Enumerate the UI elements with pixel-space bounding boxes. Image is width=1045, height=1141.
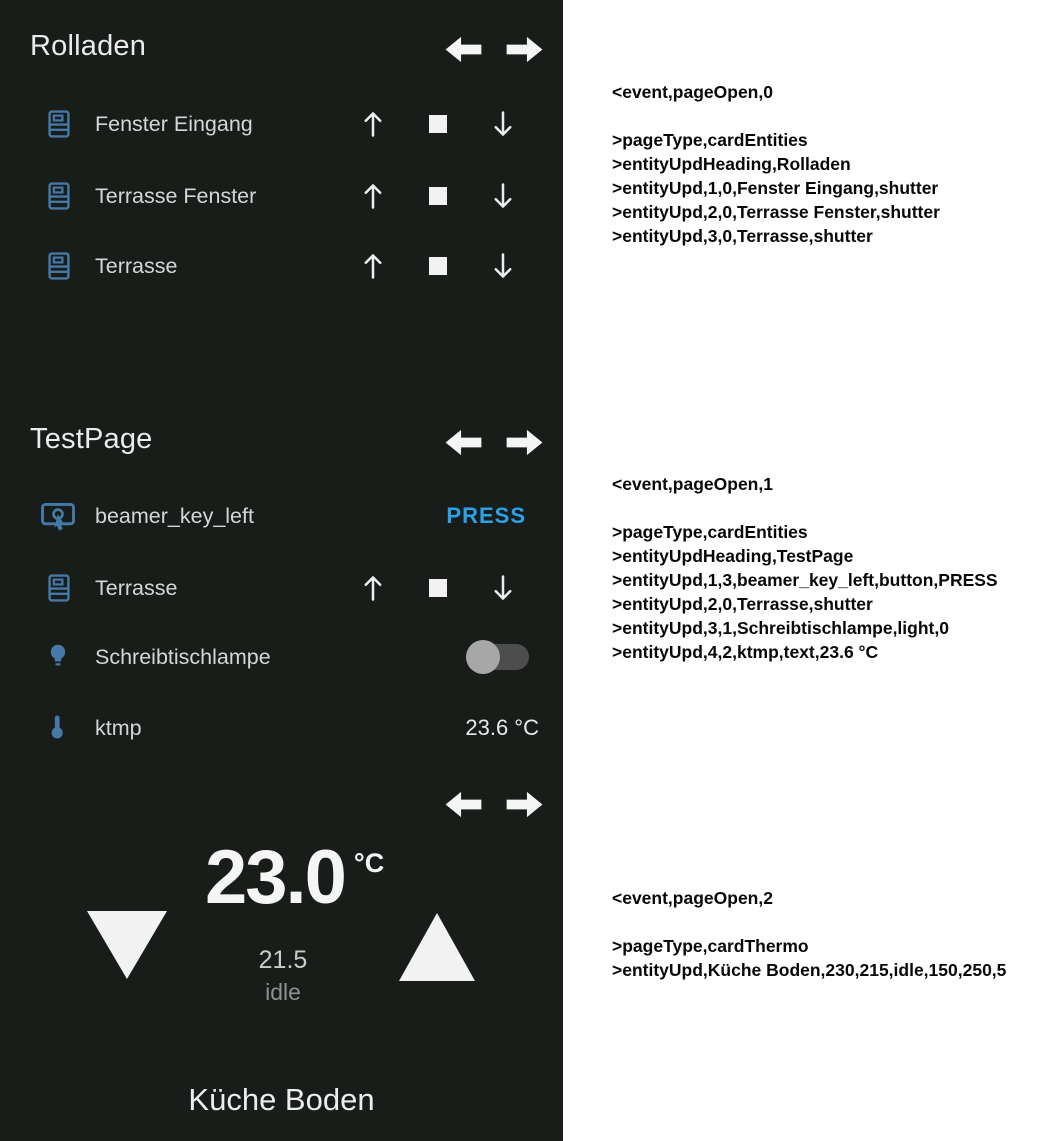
next-page-arrow-icon[interactable] <box>506 428 544 457</box>
press-button[interactable]: PRESS <box>446 503 526 528</box>
log-line: >entityUpd,3,0,Terrasse,shutter <box>612 226 873 246</box>
thermostat-name: Küche Boden <box>188 1082 375 1117</box>
entity-row-ktmp <box>0 704 563 752</box>
setpoint-increase-button[interactable] <box>399 913 475 981</box>
log-block-page2 <box>612 886 1006 982</box>
log-line: >entityUpd,Küche Boden,230,215,idle,150,250,5 <box>612 960 1007 980</box>
log-line: >pageType,cardEntities <box>612 130 808 150</box>
toggle-knob <box>466 640 500 674</box>
shutter-down-button[interactable] <box>491 252 515 280</box>
log-event-line: <event,pageOpen,0 <box>612 82 773 102</box>
entity-row-fenster-eingang <box>0 100 563 148</box>
entity-label: Terrasse <box>95 576 178 600</box>
entity-label: ktmp <box>95 716 142 740</box>
entity-label: Fenster Eingang <box>95 112 253 136</box>
entity-label: Terrasse <box>95 254 178 278</box>
hvac-state: idle <box>265 979 301 1005</box>
log-event-line: <event,pageOpen,2 <box>612 888 773 908</box>
log-block-page1 <box>612 472 998 664</box>
entity-label: Terrasse Fenster <box>95 184 257 208</box>
shutter-stop-button[interactable] <box>429 579 447 597</box>
setpoint-value: 21.5 <box>258 946 308 974</box>
entity-row-beamer-key-left <box>0 492 563 540</box>
shutter-up-button[interactable] <box>361 252 385 280</box>
entity-row-terrasse <box>0 242 563 290</box>
shutter-stop-button[interactable] <box>429 257 447 275</box>
temperature-unit: °C <box>353 848 385 878</box>
prev-page-arrow-icon[interactable] <box>444 35 482 64</box>
log-line: >pageType,cardEntities <box>612 522 808 542</box>
log-line: >entityUpd,2,0,Terrasse,shutter <box>612 594 873 614</box>
log-line: >entityUpdHeading,TestPage <box>612 546 854 566</box>
log-line: >entityUpdHeading,Rolladen <box>612 154 851 174</box>
prev-page-arrow-icon[interactable] <box>444 790 482 819</box>
gesture-tap-button-icon <box>40 502 76 532</box>
setpoint-decrease-button[interactable] <box>87 911 167 979</box>
next-page-arrow-icon[interactable] <box>506 790 544 819</box>
log-line: >entityUpd,1,0,Fenster Eingang,shutter <box>612 178 939 198</box>
entity-label: beamer_key_left <box>95 504 254 528</box>
lightbulb-icon <box>46 642 70 672</box>
shutter-down-button[interactable] <box>491 574 515 602</box>
current-temperature <box>205 835 385 920</box>
log-line: >entityUpd,4,2,ktmp,text,23.6 °C <box>612 642 879 662</box>
entity-label: Schreibtischlampe <box>95 645 271 669</box>
next-page-arrow-icon[interactable] <box>506 35 544 64</box>
card-testpage-heading: TestPage <box>30 423 153 455</box>
log-line: >pageType,cardThermo <box>612 936 809 956</box>
log-line: >entityUpd,1,3,beamer_key_left,button,PRESS <box>612 570 998 590</box>
prev-page-arrow-icon[interactable] <box>444 428 482 457</box>
shutter-up-button[interactable] <box>361 182 385 210</box>
log-event-line: <event,pageOpen,1 <box>612 474 773 494</box>
log-block-page0 <box>612 80 940 248</box>
shutter-down-button[interactable] <box>491 110 515 138</box>
shutter-down-button[interactable] <box>491 182 515 210</box>
log-line: >entityUpd,2,0,Terrasse Fenster,shutter <box>612 202 940 222</box>
shutter-up-button[interactable] <box>361 574 385 602</box>
log-line: >entityUpd,3,1,Schreibtischlampe,light,0 <box>612 618 949 638</box>
entity-row-terrasse <box>0 564 563 612</box>
shutter-icon <box>48 182 70 210</box>
temperature-value: 23.6 °C <box>465 715 539 740</box>
entity-row-schreibtischlampe <box>0 633 563 681</box>
light-toggle-switch[interactable] <box>467 644 529 670</box>
card-rolladen-heading: Rolladen <box>30 30 147 62</box>
entity-row-terrasse-fenster <box>0 172 563 220</box>
shutter-icon <box>48 252 70 280</box>
thermometer-icon <box>46 713 68 743</box>
shutter-up-button[interactable] <box>361 110 385 138</box>
shutter-icon <box>48 574 70 602</box>
shutter-stop-button[interactable] <box>429 115 447 133</box>
shutter-icon <box>48 110 70 138</box>
shutter-stop-button[interactable] <box>429 187 447 205</box>
current-temperature-value: 23.0 <box>205 835 345 920</box>
